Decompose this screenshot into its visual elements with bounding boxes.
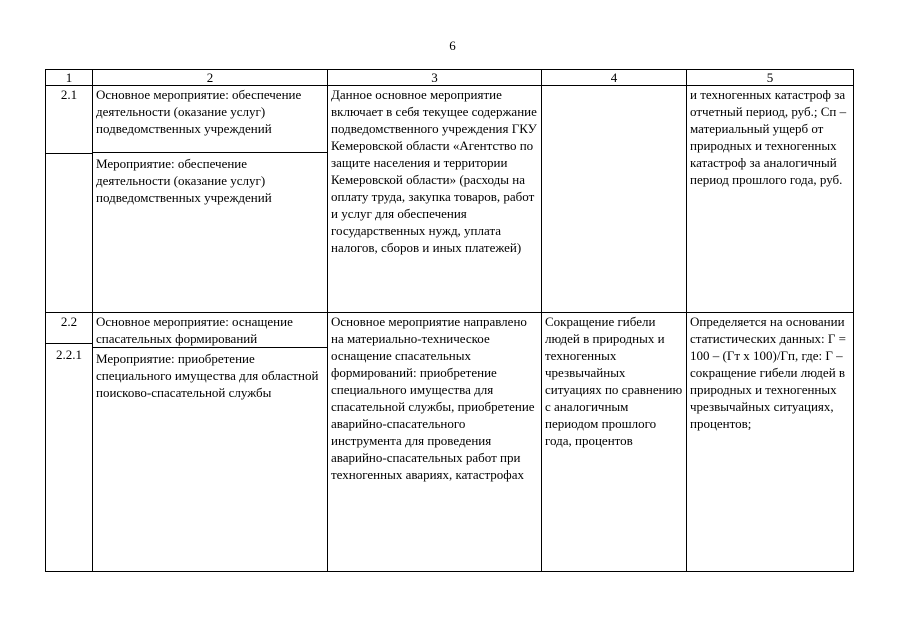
row-number-main: 2.2: [60, 314, 78, 329]
measure-description: Основное мероприятие направлено на материально-техническое оснащение спасательных формирований: приобретение специального имущества для спасательной службы, приобретение аварийно-спасательного инструмента для проведения аварийно-спасательных работ при техногенных авариях, катастрофах: [328, 313, 542, 572]
indicator-method: Определяется на основании статистических данных: Г = 100 – (Гт х 100)/Гп, где: Г – сокращение гибели людей в природных и техногенных чрезвычайных ситуациях, процентов;: [687, 313, 854, 572]
measure-name-cell: [93, 313, 328, 572]
indicator-name: Сокращение гибели людей в природных и техногенных чрезвычайных ситуациях по сравнению с аналогичным периодом прошлого года, процентов: [542, 313, 687, 572]
measure-description: Данное основное мероприятие включает в себя текущее содержание подведомственного учреждения ГКУ Кемеровской области «Агентство по защите населения и территории Кемеровской области» (расходы на оплату труда, закупка товаров, работ и услуг для обеспечения государственных нужд, уплата налогов, сборов и иных платежей): [328, 86, 542, 313]
row-number-main: 2.1: [60, 87, 78, 102]
row-number: [46, 313, 93, 572]
table-header-row: [46, 70, 854, 86]
main-measure-name: Основное мероприятие: оснащение спасательных формирований: [96, 314, 293, 346]
header-col-1: 1: [46, 70, 93, 86]
row-divider: [46, 153, 92, 154]
measure-name-cell: [93, 86, 328, 313]
header-col-3: 3: [328, 70, 542, 86]
main-measure-name: Основное мероприятие: обеспечение деятельности (оказание услуг) подведомственных учреждений: [96, 87, 302, 136]
sub-measure-name: Мероприятие: обеспечение деятельности (оказание услуг) подведомственных учреждений: [96, 156, 272, 205]
page-number: 6: [449, 38, 456, 53]
header-col-4: 4: [542, 70, 687, 86]
header-col-2: 2: [93, 70, 328, 86]
measures-table: [45, 69, 854, 572]
table-row: [46, 86, 854, 313]
row-number: [46, 86, 93, 313]
indicator-method: и техногенных катастроф за отчетный период, руб.; Сп – материальный ущерб от природных и техногенных катастроф за аналогичный период прошлого года, руб.: [687, 86, 854, 313]
table-row: [46, 313, 854, 572]
sub-measure-name: Мероприятие: приобретение специального имущества для областной поисково-спасательной службы: [96, 351, 319, 400]
indicator-name: [542, 86, 687, 313]
row-number-sub: 2.2.1: [56, 347, 82, 362]
header-col-5: 5: [687, 70, 854, 86]
